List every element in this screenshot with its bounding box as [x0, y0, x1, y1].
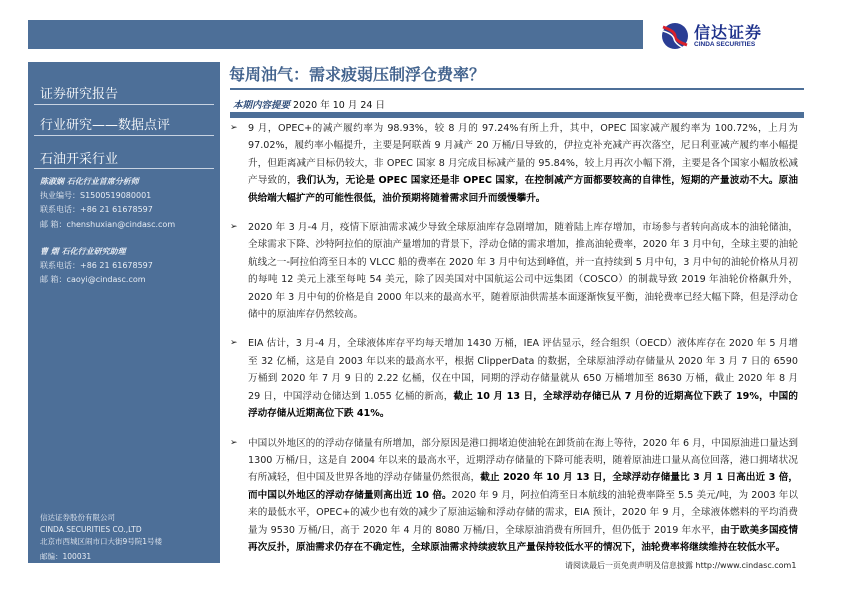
postal-code: 邮编：100031	[40, 552, 92, 561]
bold-text: 我们认为，无论是 OPEC 国家还是非 OPEC 国家，在控制减产方面都要较高的自律性，短期的产量波动不大。原油供给端大幅扩产的可能性很低，油价预期将随着需求回升而缓慢攀升。	[248, 175, 799, 204]
body-text: 2020 年 3 月-4 月，疫情下原油需求减少导致全球原油库存急剧增加，随着陆上库存增加，市场参与者转向高成本的油轮储油，全球需求下降、沙特阿拉伯的原油产量增加的背景下，浮动仓储的需求增加，推高油轮费率，2020 年 3 月中旬，全球主要的油轮航线之一-阿拉伯湾至日本的 VLCC 船的费率在 2020 年 3 月中旬达到峰值，并一直持续到 5 月中旬，3 月中旬的油轮价格从月初的每吨 12 美元上涨至每吨 54 美元，除了因美国对中国航运公司中远集团（COSCO）的制裁导致 2019 年油轮价格飙升外，2020 年 3 月中旬的价格是自 2000 年以来的最高水平，随着原油供需基本面逐渐恢复平衡，油轮费率已经大幅下降，但是浮动仓储中的原油库存仍然较高。	[248, 222, 798, 321]
bullet-item	[230, 335, 798, 422]
body-text: EIA 估计，3 月-4 月，全球液体库存平均每天增加 1430 万桶，IEA 评估显示，经合组织（OECD）液体库存在 2020 年 5 月增至 32 亿桶，这是自 2003 年以来的最高水平，根据 ClipperData 的数据，全球原油浮动存储量从 2020 年 3 月 7 日的 6590 万桶到 2020 年 7 月 9 日的 2.22 亿桶，仅在中国，同期的浮动存储量就从 650 万桶增加至 8630 万桶，截止 2020 年 8 月 29 日，中国浮动仓储达到 1.055 亿桶的新高，	[248, 338, 798, 402]
page-title: 每周油气：需求疲弱压制浮仓费率？	[229, 65, 486, 84]
abstract-label: 本期内容提要	[233, 100, 291, 111]
cinda-logo	[660, 20, 810, 52]
abstract-header	[233, 97, 385, 111]
company-name-en: CINDA SECURITIES CO.,LTD	[40, 525, 142, 534]
analyst-id: 执业编号：S1500519080001	[40, 190, 152, 200]
analyst-name: 陈淑娴 石化行业首席分析师	[40, 176, 139, 186]
company-address: 北京市西城区闹市口大街9号院1号楼	[40, 537, 163, 546]
report-category: 行业研究——数据点评	[40, 118, 171, 133]
body-text: 9 月，OPEC+的减产履约率为 98.93%，较 8 月的 97.24%有所上升，其中，OPEC 国家减产履约率为 100.72%，上月为 97.02%，履约率小幅提升，主要是阿联酋 9 月减产 20 万桶/日导致的，伊拉克补充减产再次落空，尼日利亚减产履约率小幅提升，但距离减产目标仍较大，非 OPEC 国家 8 月完成目标减产量的 95.84%，较上月再次小幅下滑，主要是各个国家小幅放松减产导致的，	[248, 123, 798, 187]
company-name-cn: 信达证券股份有限公司	[40, 513, 115, 522]
header-banner	[28, 20, 643, 49]
analyst-phone: 联系电话：+86 21 61678597	[40, 260, 153, 270]
analyst-phone: 联系电话：+86 21 61678597	[40, 205, 153, 214]
bullet-item	[230, 120, 798, 207]
divider	[34, 104, 214, 105]
industry: 石油开采行业	[40, 152, 119, 167]
disclaimer[interactable]: 请阅读最后一页免责声明及信息披露 http://www.cindasc.com1	[565, 561, 797, 570]
report-date: 2020 年 10 月 24 日	[293, 100, 385, 111]
bold-text: 截止 2020 年 10 月 13 日，全球浮动存储量比 3 月 1 日高出近 3 倍，而中国以外地区的浮动存储量则高出近 10 倍。	[248, 472, 798, 501]
bold-text: 由于欧美多国疫情再次反扑，原油需求仍存在不确定性，全球原油需求持续疲软且产量保持较低水平的情况下，油轮费率将继续维持在较低水平。	[248, 524, 798, 553]
analyst-email[interactable]: 邮 箱：chenshuxian@cindasc.com	[40, 219, 176, 229]
divider	[34, 135, 214, 136]
company-info	[40, 512, 162, 563]
analyst-email[interactable]: 邮 箱：caoyi@cindasc.com	[40, 275, 146, 284]
bullet-item	[230, 435, 798, 557]
analyst-2	[40, 244, 153, 288]
sidebar	[28, 62, 220, 563]
body-text: 2020 年 9 月，阿拉伯湾至日本航线的油轮费率降至 5.5 美元/吨，为 2003 年以来的最低水平，OPEC+的减少也有效的减少了原油运输和浮动存储的需求，EIA 预计，2020 年 9 月，全球液体燃料的平均消费量为 9530 万桶/日，高于 2020 年 4 月的 8080 万桶/日，全球原油消费有所回升，但仍低于 2019 年水平，	[248, 489, 798, 536]
logo-text-en: CINDA SECURITIES	[694, 41, 756, 48]
bullet-list	[230, 120, 798, 568]
title-divider	[230, 88, 804, 90]
body-text: 中国以外地区的的浮动存储量有所增加，部分原因是港口拥堵迫使油轮在卸货前在海上等待，2020 年 6 月，中国原油进口量达到 1300 万桶/日，这是自 2004 年以来的最高水平，近期浮动存储量的下降可能表明，随着原油进口量从高位回落，港口拥堵状况有所减轻，但中国及世界各地的浮动存储量仍然很高，	[248, 437, 798, 484]
analyst-1	[40, 174, 175, 232]
report-type: 证券研究报告	[40, 87, 119, 102]
logo-text-cn: 信达证券	[694, 23, 763, 42]
analyst-name: 曹 熠 石化行业研究助理	[40, 246, 126, 256]
bullet-item	[230, 219, 798, 323]
cinda-logo-icon	[660, 21, 690, 51]
bold-text: 截止 10 月 13 日，全球浮动存储已从 7 月份的近期高位下跌了 19%，中国的浮动存储从近期高位下跌 41%。	[248, 390, 798, 420]
abstract-bar	[230, 112, 804, 118]
divider	[34, 168, 214, 169]
